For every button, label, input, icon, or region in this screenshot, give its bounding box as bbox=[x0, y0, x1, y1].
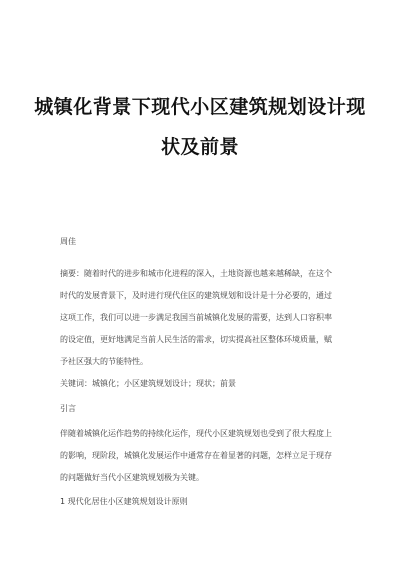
section-1-heading: 1 现代化居住小区建筑规划设计原则 bbox=[60, 497, 188, 506]
intro-heading: 引言 bbox=[60, 404, 76, 413]
keywords: 关键词：城镇化；小区建筑规划设计；现状；前景 bbox=[60, 379, 236, 388]
intro-line: 的影响，现阶段，城镇化发展运作中通常存在着显著的问题，怎样立足于现存 bbox=[60, 451, 332, 460]
abstract-line: 时代的发展背景下，及时进行现代住区的建筑规划和设计是十分必要的，通过 bbox=[60, 291, 332, 300]
abstract-line: 的设定值，更好地满足当前人民生活的需求，切实提高社区整体环境质量，赋 bbox=[60, 335, 332, 344]
intro-line: 伴随着城镇化运作趋势的持续化运作，现代小区建筑规划也受到了很大程度上 bbox=[60, 429, 332, 438]
document-title-line-2: 状及前景 bbox=[160, 136, 239, 158]
abstract-line: 予社区强大的节能特性。 bbox=[60, 357, 148, 366]
author-name: 周佳 bbox=[60, 237, 76, 246]
abstract-line: 这项工作，我们可以进一步满足我国当前城镇化发展的需要，达到人口容积率 bbox=[60, 313, 332, 322]
intro-line: 的问题做好当代小区建筑规划极为关键。 bbox=[60, 473, 204, 482]
document-title-line-1: 城镇化背景下现代小区建筑规划设计现 bbox=[34, 96, 366, 118]
abstract-line: 摘要：随着时代的进步和城市化进程的深入，土地资源也越来越稀缺，在这个 bbox=[60, 269, 332, 278]
